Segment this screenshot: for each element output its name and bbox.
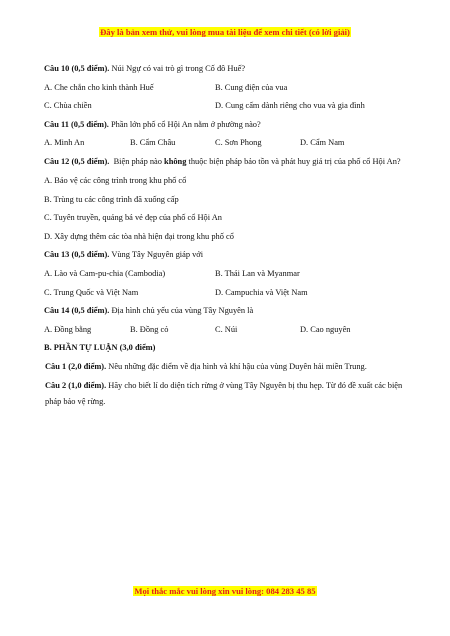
essay-question-1 xyxy=(44,358,406,377)
section-b-title: B. PHẦN TỰ LUẬN (3,0 điểm) xyxy=(44,343,156,353)
question-12-text-before: Biện pháp nào xyxy=(109,156,165,166)
question-13-options-row-2 xyxy=(44,284,406,303)
question-12-option-b: B. Trùng tu các công trình đã xuống cấp xyxy=(44,194,179,204)
question-12-option-c-row xyxy=(44,209,406,228)
essay-question-2 xyxy=(44,377,406,412)
question-12-option-c: C. Tuyên truyền, quảng bá vẻ đẹp của phố cổ Hội An xyxy=(44,213,222,223)
essay-question-2-text: Hãy cho biết lí do diện tích rừng ở vùng Tây Nguyên bị thu hẹp. Từ đó đề xuất các biện pháp bảo vệ rừng. xyxy=(45,380,403,406)
question-12-label: Câu 12 (0,5 điểm). xyxy=(44,156,110,166)
question-12-emphasis: không xyxy=(164,156,187,166)
question-13-option-d: D. Campuchia và Việt Nam xyxy=(215,287,308,297)
question-11-options xyxy=(44,134,406,153)
question-10-options-row-1 xyxy=(44,79,406,98)
section-b-heading xyxy=(44,339,406,358)
question-13 xyxy=(44,246,406,265)
question-12-text-after: thuộc biện pháp bảo tồn và phát huy giá trị của phố cổ Hội An? xyxy=(186,156,401,166)
question-12-option-a: A. Bảo vệ các công trình trong khu phố cổ xyxy=(44,175,187,185)
footer-banner-text: Mọi thắc mắc vui lòng xin vui lòng: 084 283 45 85 xyxy=(134,586,316,596)
essay-question-1-text: Nêu những đặc điểm về địa hình và khí hậu của vùng Duyên hải miền Trung. xyxy=(106,361,367,371)
question-13-option-c: C. Trung Quốc và Việt Nam xyxy=(44,287,139,297)
question-11-option-a: A. Minh An xyxy=(44,138,85,148)
essay-question-1-label: Câu 1 (2,0 điểm). xyxy=(45,361,107,371)
question-10 xyxy=(44,60,406,79)
question-11-text: Phần lớn phố cổ Hội An nằm ở phường nào? xyxy=(108,119,261,129)
header-banner-text: Đây là bản xem thử, vui lòng mua tài liệu để xem chi tiết (có lời giải) xyxy=(100,27,350,37)
question-14 xyxy=(44,302,406,321)
question-14-label: Câu 14 (0,5 điểm). xyxy=(44,306,110,316)
question-12-option-a-row xyxy=(44,172,406,191)
question-11-option-c: C. Sơn Phong xyxy=(215,138,262,148)
question-12-option-d-row xyxy=(44,228,406,247)
question-14-option-a: A. Đồng bằng xyxy=(44,324,92,334)
essay-question-2-label: Câu 2 (1,0 điểm). xyxy=(45,380,107,390)
question-10-option-d: D. Cung cấm dành riêng cho vua và gia đình xyxy=(215,101,365,111)
question-10-label: Câu 10 (0,5 điểm). xyxy=(44,64,110,73)
exam-content xyxy=(44,60,406,412)
question-10-options-row-2 xyxy=(44,97,406,116)
question-13-label: Câu 13 (0,5 điểm). xyxy=(44,250,110,260)
question-12-option-b-row xyxy=(44,191,406,210)
question-10-option-a: A. Che chắn cho kinh thành Huế xyxy=(44,82,154,92)
question-13-text: Vùng Tây Nguyên giáp với xyxy=(109,250,204,260)
question-14-option-c: C. Núi xyxy=(215,324,238,334)
question-12-option-d: D. Xây dựng thêm các tòa nhà hiện đại trong khu phố cổ xyxy=(44,231,234,241)
question-11 xyxy=(44,116,406,135)
question-10-option-c: C. Chùa chiền xyxy=(44,101,92,111)
question-11-option-b: B. Cẩm Châu xyxy=(130,138,176,148)
question-14-option-b: B. Đồng cỏ xyxy=(130,324,169,334)
question-10-option-b: B. Cung điện của vua xyxy=(215,82,288,92)
question-13-option-b: B. Thái Lan và Myanmar xyxy=(215,268,300,278)
question-14-options xyxy=(44,321,406,340)
question-11-label: Câu 11 (0,5 điểm). xyxy=(44,119,109,129)
question-13-option-a: A. Lào và Cam-pu-chia (Cambodia) xyxy=(44,268,166,278)
question-12 xyxy=(44,153,406,172)
question-11-option-d: D. Cẩm Nam xyxy=(300,138,345,148)
question-10-text: Núi Ngự có vai trò gì trong Cố đô Huế? xyxy=(109,64,246,73)
footer-banner xyxy=(0,586,450,596)
question-14-text: Địa hình chủ yếu của vùng Tây Nguyên là xyxy=(109,306,254,316)
header-banner xyxy=(0,27,450,37)
question-14-option-d: D. Cao nguyên xyxy=(300,324,351,334)
question-13-options-row-1 xyxy=(44,265,406,284)
